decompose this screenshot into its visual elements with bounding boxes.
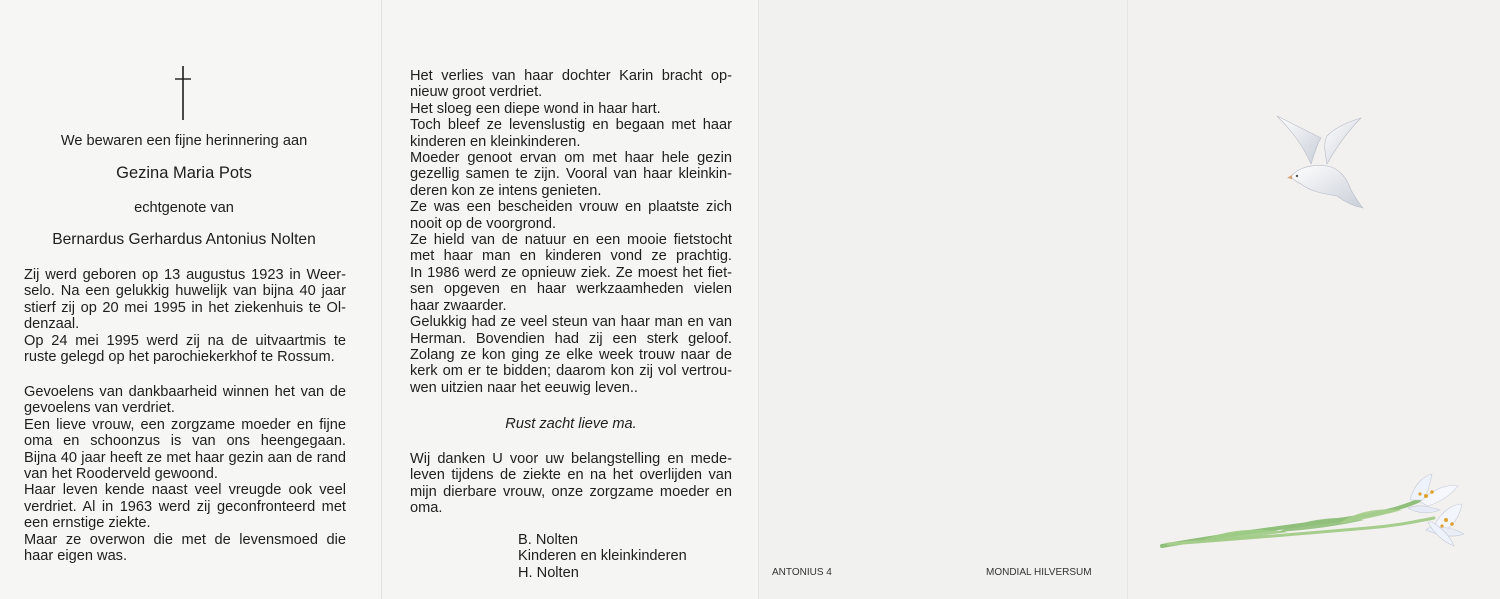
card-panel-back [758, 0, 1128, 599]
text-line: Haar leven kende naast veel vreugde ook veel [24, 482, 346, 499]
text-line: Wij danken U voor uw belangstelling en mede- [410, 451, 732, 467]
text-line: denzaal. [24, 316, 80, 333]
text-line: ruste gelegd op het parochiekerkhof te Rossum. [24, 349, 335, 366]
text-line: gezellig samen te zijn. Vooral van haar kleinkin- [410, 166, 732, 183]
intro-text: We bewaren een fijne herinnering aan [60, 133, 308, 149]
text-line: Toch bleef ze levenslustig en begaan met haar [410, 117, 732, 134]
text-line: Ze hield van de natuur en een mooie fietstocht [410, 232, 732, 249]
spouse-intro: echtgenote van [134, 200, 234, 216]
thanks-paragraph [410, 451, 732, 517]
text-line: gevoelens van verdriet. [24, 400, 175, 417]
text-line: Gevoelens van dankbaarheid winnen het van de [24, 384, 346, 400]
text-line: een ernstige ziekte. [24, 515, 151, 532]
text-line: wen uitzien naar het eeuwig leven.. [410, 379, 638, 396]
text-line: Op 24 mei 1995 werd zij na de uitvaartmis te [24, 332, 346, 349]
text-line: nooit op de voorgrond. [410, 215, 557, 232]
text-line: kerk om er te bidden; daarom kon zij vol vertrou- [410, 363, 732, 380]
text-line: met haar man en kinderen vond ze prachtig. [410, 248, 732, 265]
text-line: Het sloeg een diepe wond in haar hart. [410, 100, 661, 117]
memorial-paragraph-continued [410, 68, 732, 396]
biography-paragraph [24, 267, 346, 365]
card-panel-left [0, 0, 381, 599]
text-line: Moeder genoot ervan om met haar hele gezin [410, 150, 732, 167]
text-line: Ze was een bescheiden vrouw en plaatste zich [410, 199, 732, 216]
lily-flower-icon [1158, 470, 1468, 560]
text-line: Het verlies van haar dochter Karin bracht op- [410, 68, 732, 84]
text-line: haar zwaarder. [410, 297, 507, 314]
text-line: van het Rooderveld gewoond. [24, 466, 218, 483]
text-line: Zolang ze kon ging ze elke week trouw naar de [410, 346, 732, 363]
text-line: Maar ze overwon die met de levensmoed die [24, 531, 346, 548]
text-line: haar eigen was. [24, 548, 128, 565]
text-line: verdriet. Al in 1963 werd zij geconfronteerd met [24, 498, 346, 515]
spouse-name: Bernardus Gerhardus Antonius Nolten [52, 231, 316, 248]
text-line: Herman. Bovendien had zij een sterk geloof. [410, 330, 732, 347]
text-line: kinderen en kleinkinderen. [410, 133, 581, 150]
text-line: oma. [410, 500, 443, 517]
text-line: Bijna 40 jaar heeft ze met haar gezin aan de rand [24, 449, 346, 466]
rest-in-peace-line: Rust zacht lieve ma. [505, 416, 637, 432]
card-panel-center [381, 0, 759, 599]
printer-name: MONDIAL HILVERSUM [986, 567, 1092, 578]
text-line: deren kon ze intens genieten. [410, 182, 602, 199]
memorial-paragraph [24, 384, 346, 564]
text-line: leven tijdens de ziekte en na het overlijden van [410, 467, 732, 484]
cross-icon [171, 66, 195, 120]
signatures [518, 532, 687, 581]
text-line: stierf zij op 20 mei 1995 in het ziekenhuis te Ol- [24, 299, 346, 316]
deceased-name: Gezina Maria Pots [116, 164, 252, 182]
signature-line: H. Nolten [518, 564, 579, 581]
text-line: selo. Na een gelukkig huwelijk van bijna 40 jaar [24, 283, 346, 300]
signature-line: Kinderen en kleinkinderen [518, 548, 687, 565]
text-line: In 1986 werd ze opnieuw ziek. Ze moest het fiet- [410, 264, 732, 281]
text-line: Een lieve vrouw, een zorgzame moeder en fijne [24, 416, 346, 433]
signature-line: B. Nolten [518, 532, 579, 548]
card-panel-front [986, 0, 1500, 599]
text-line: Gelukkig had ze veel steun van haar man en van [410, 314, 732, 331]
dove-icon [1275, 112, 1365, 212]
text-line: nieuw groot verdriet. [410, 84, 543, 101]
text-line: sen opgeven en haar werkzaamheden vielen [410, 281, 732, 298]
text-line: mijn dierbare vrouw, onze zorgzame moeder en [410, 483, 732, 500]
text-line: oma en schoonzus is van ons heengegaan. [24, 433, 346, 450]
printer-code: ANTONIUS 4 [772, 567, 832, 578]
text-line: Zij werd geboren op 13 augustus 1923 in Weer- [24, 267, 346, 283]
